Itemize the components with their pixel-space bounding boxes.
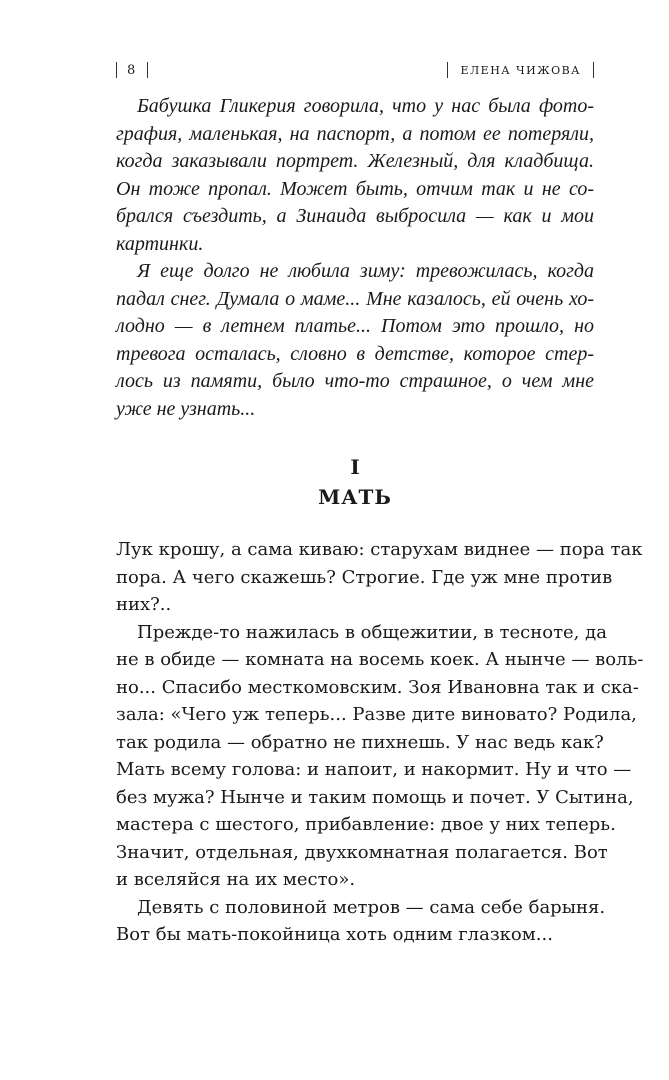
text-line: уже не узнать... <box>116 397 256 420</box>
text-line: лодно — в летнем платье... Потом это прошло, но <box>116 315 594 337</box>
running-header <box>116 62 594 86</box>
text-line: мастера с шестого, прибавление: двое у них теперь. <box>116 814 616 835</box>
body-paragraph <box>116 536 643 619</box>
text-line: так родила — обратно не пихнешь. У нас ведь как? <box>116 731 604 753</box>
text-line: тревога осталась, словно в детстве, которое стер- <box>116 342 594 365</box>
text-line: и вселяйся на их место». <box>116 869 356 890</box>
page-number-block <box>116 62 148 78</box>
text-line: Девять с половиной метров — сама себе барыня. <box>137 896 606 918</box>
text-line: картинки. <box>116 232 204 255</box>
text-line: них?.. <box>116 594 172 615</box>
chapter-body <box>116 536 644 949</box>
text-line: лось из памяти, было что-то страшное, о чем мне <box>116 370 594 392</box>
prologue <box>116 93 594 423</box>
author-block <box>447 62 594 78</box>
text-line: Прежде-то нажилась в общежитии, в тесноте, да <box>137 621 607 643</box>
text-line: пора. А чего скажешь? Строгие. Где уж мне против <box>116 566 613 588</box>
chapter-title: МАТЬ <box>318 485 392 509</box>
prologue-paragraph <box>116 93 594 258</box>
text-line: Он тоже пропал. Может быть, отчим так и не со- <box>116 177 594 200</box>
text-line: брался съездить, а Зинаида выбросила — как и мои <box>116 205 594 227</box>
page-number: 8 <box>127 62 137 78</box>
divider-bar <box>593 62 594 78</box>
text-line: не в обиде — комната на восемь коек. А нынче — воль- <box>116 649 644 670</box>
author-name: ЕЛЕНА ЧИЖОВА <box>460 63 581 77</box>
text-line: без мужа? Нынче и таким помощь и почет. У Сытина, <box>116 786 634 808</box>
text-line: Значит, отдельная, двухкомнатная полагается. Вот <box>116 841 608 863</box>
divider-bar <box>147 62 148 78</box>
text-line: Я еще долго не любила зиму: тревожилась, когда <box>137 260 594 282</box>
chapter-number: I <box>350 455 360 479</box>
text-line: Лук крошу, а сама киваю: старухам виднее — пора так <box>116 539 643 560</box>
text-line: когда заказывали портрет. Железный, для кладбища. <box>116 150 594 172</box>
text-line: падал снег. Думала о маме... Мне казалось, ей очень хо- <box>116 287 594 310</box>
text-line: графия, маленькая, на паспорт, а потом ее потеряли, <box>116 122 594 145</box>
text-line: Бабушка Гликерия говорила, что у нас была фото- <box>137 95 594 117</box>
body-paragraph <box>116 894 606 949</box>
text-line: Мать всему голова: и напоит, и накормит. Ну и что — <box>116 759 632 780</box>
text-line: зала: «Чего уж теперь... Разве дите виновато? Родила, <box>116 704 637 725</box>
text-line: но... Спасибо месткомовским. Зоя Ивановна так и ска- <box>116 676 639 698</box>
text-line: Вот бы мать-покойница хоть одним глазком... <box>116 924 553 945</box>
prologue-paragraph <box>116 258 594 423</box>
body-paragraph <box>116 619 644 894</box>
